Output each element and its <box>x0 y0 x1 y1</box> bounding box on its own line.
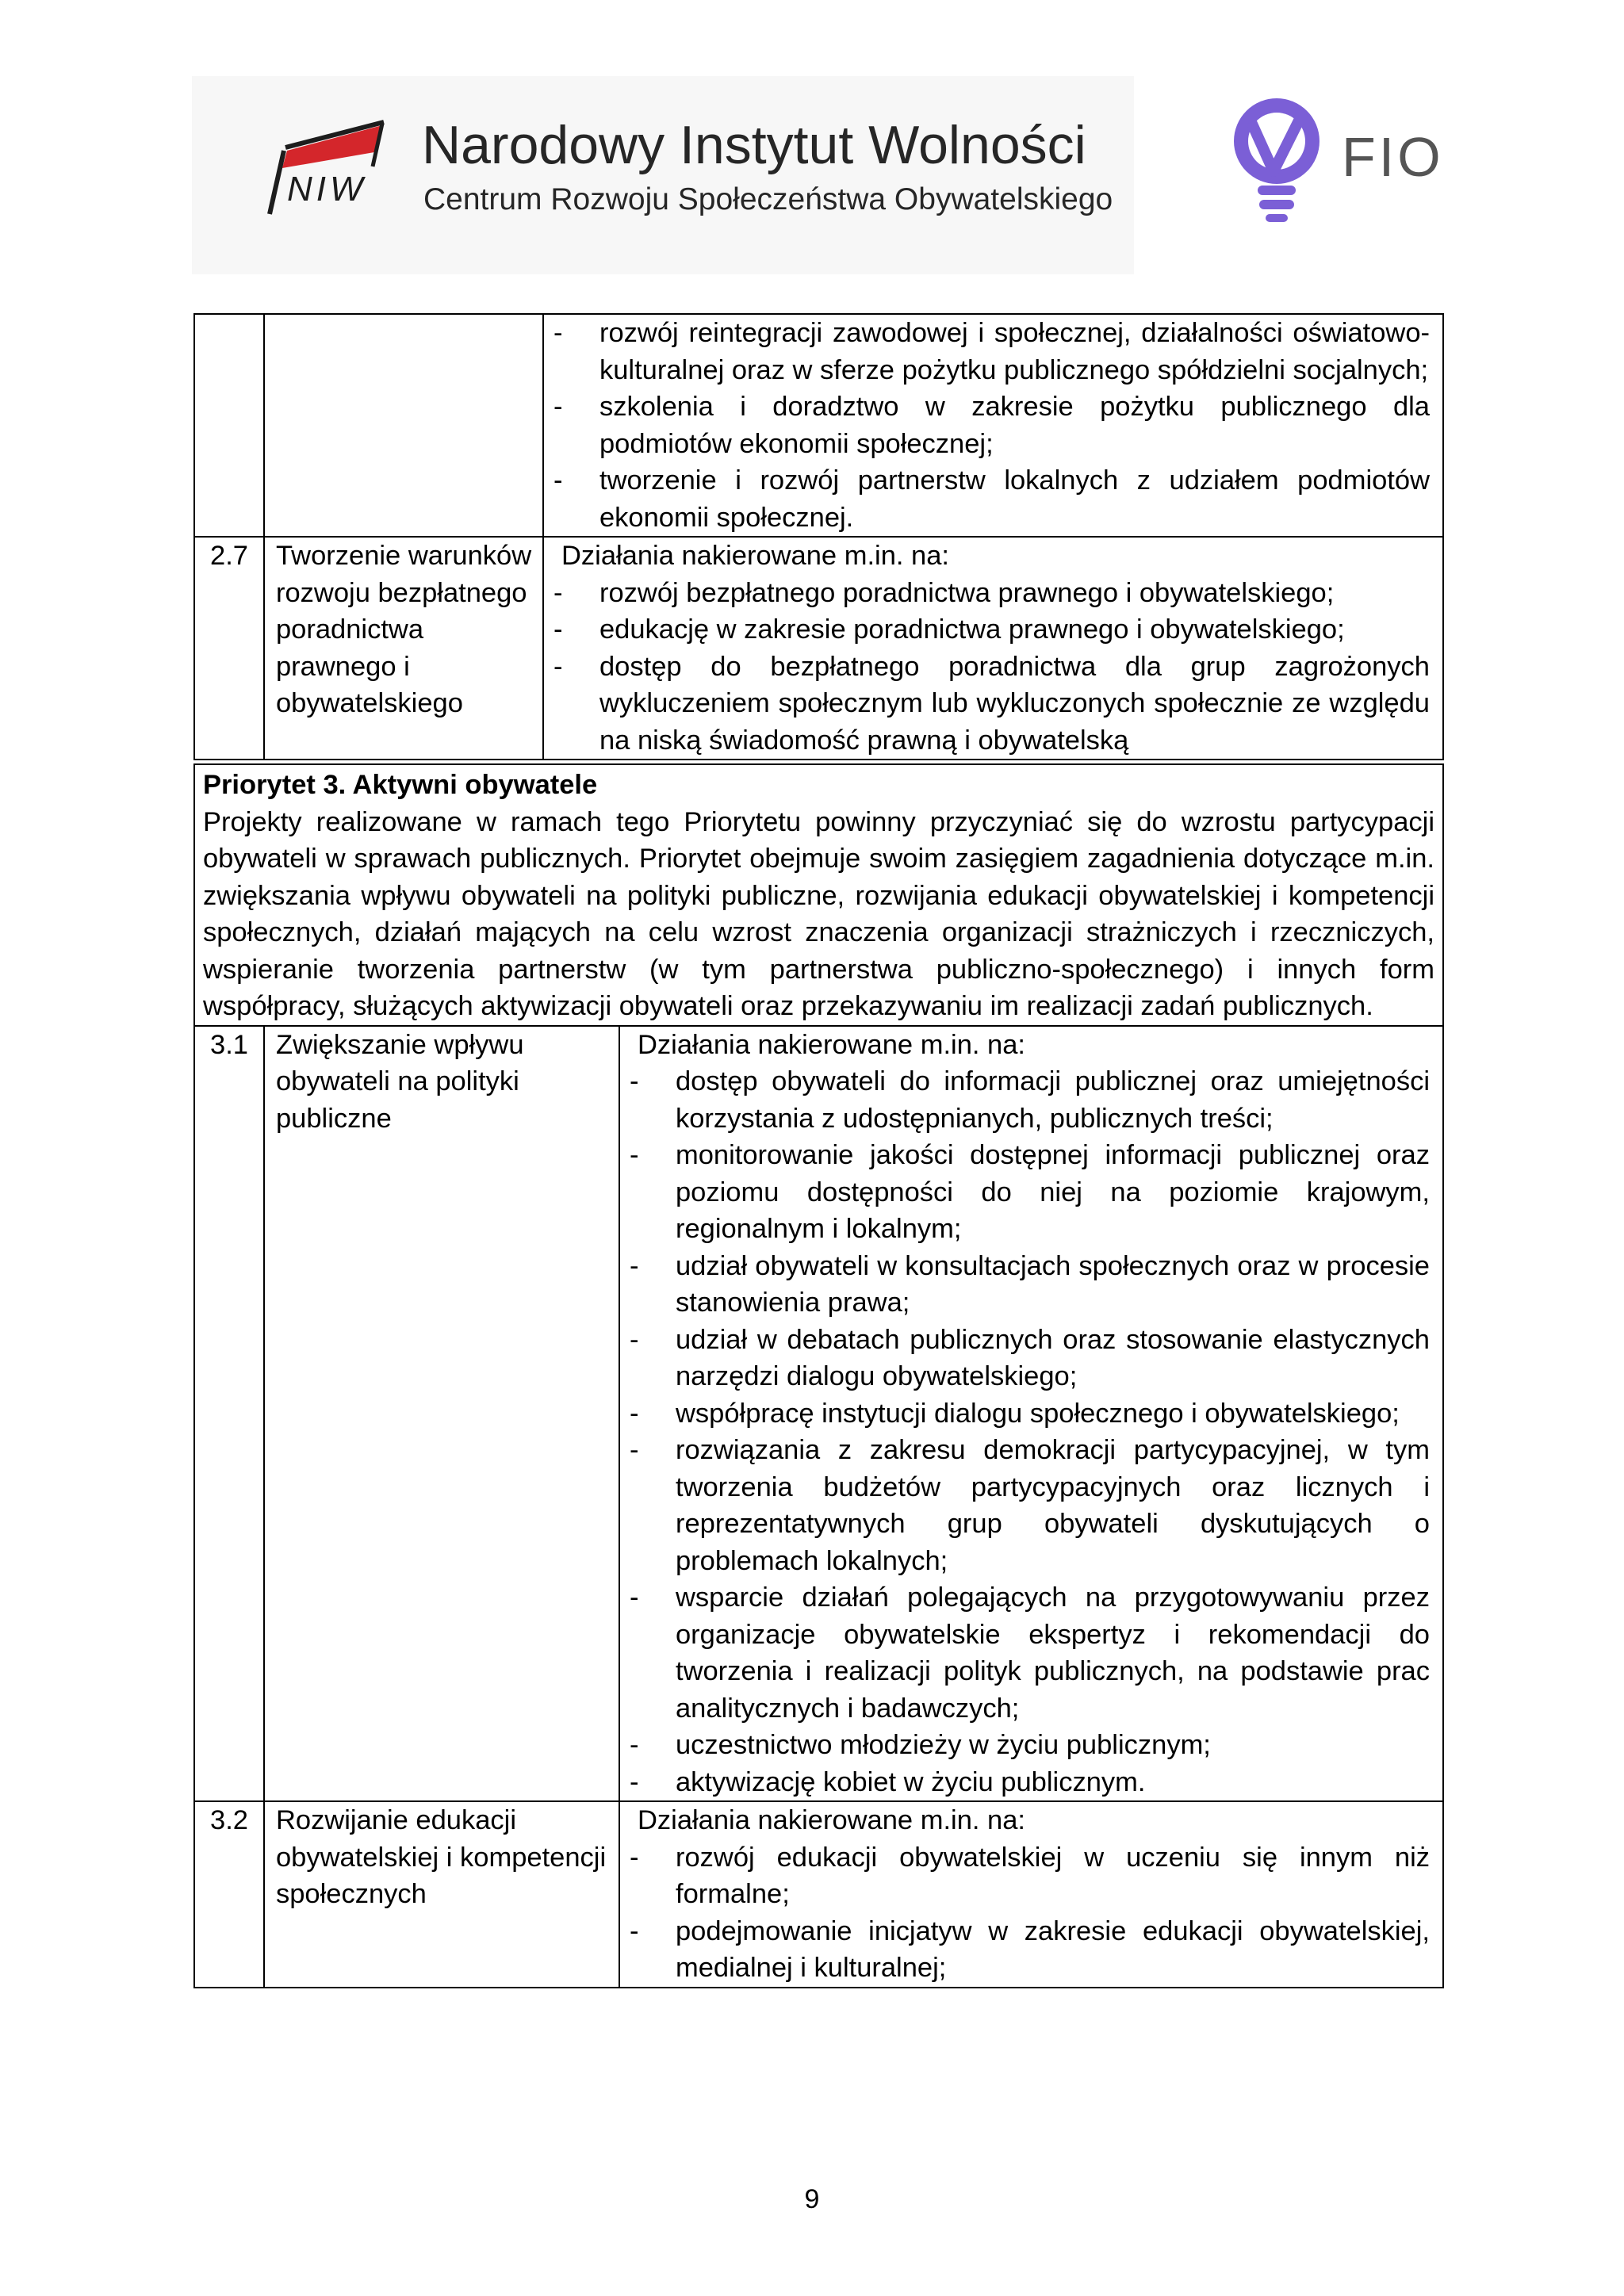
list-item: - rozwój reintegracji zawodowej i społecznej, działalności oświatowo-kulturalnej oraz w sferze pożytku publicznego spółdzielni socjalnych; <box>552 315 1430 388</box>
row-number: 3.1 <box>194 1026 264 1802</box>
row-number: 2.7 <box>194 537 264 760</box>
document-body <box>193 313 1444 1988</box>
priority2-table <box>193 313 1444 760</box>
niw-subtitle: Centrum Rozwoju Społeczeństwa Obywatelskiego <box>423 182 1113 216</box>
list-item: - uczestnictwo młodzieży w życiu publicznym; <box>628 1727 1430 1764</box>
list-item: - podejmowanie inicjatyw w zakresie edukacji obywatelskiej, medialnej i kulturalnej; <box>628 1913 1430 1987</box>
row-name: Tworzenie warunków rozwoju bezpłatnego poradnictwa prawnego i obywatelskiego <box>264 537 543 760</box>
list-item: - współpracę instytucji dialogu społecznego i obywatelskiego; <box>628 1395 1430 1433</box>
actions-intro: Działania nakierowane m.in. na: <box>561 541 950 571</box>
table-row <box>194 1026 1443 1802</box>
actions-cell <box>543 314 1443 537</box>
table-cell <box>264 314 543 537</box>
priority3-table <box>193 1025 1444 1988</box>
list-item: - rozwój bezpłatnego poradnictwa prawnego i obywatelskiego; <box>552 575 1430 612</box>
actions-list <box>628 1063 1430 1800</box>
priority3-description: Projekty realizowane w ramach tego Priorytetu powinny przyczyniać się do wzrostu partycypacji obywateli w sprawach publicznych. Priorytet obejmuje swoim zasięgiem zagadnienia dotyczące m.in. zwiększania wpływu obywateli na polityki publiczne, rozwijania edukacji obywatelskiej i kompetencji społecznych, działań mających na celu wzrost znaczenia organizacji strażniczych i rzeczniczych, wspieranie tworzenia partnerstw (w tym partnerstwa publiczno-społecznego) i innych form współpracy, służących aktywizacji obywateli oraz przekazywaniu im realizacji zadań publicznych. <box>203 806 1434 1021</box>
list-item: - dostęp obywateli do informacji publicznej oraz umiejętności korzystania z udostępnianych, publicznych treści; <box>628 1063 1430 1137</box>
list-item: - monitorowanie jakości dostępnej informacji publicznej oraz poziomu dostępności do niej na poziomie krajowym, regionalnym i lokalnym; <box>628 1137 1430 1248</box>
list-item: - dostęp do bezpłatnego poradnictwa dla grup zagrożonych wykluczeniem społecznym lub wykluczonych społecznie ze względu na niską świadomość prawną i obywatelską <box>552 649 1430 760</box>
list-item: - rozwiązania z zakresu demokracji partycypacyjnej, w tym tworzenia budżetów partycypacyjnych oraz licznych i reprezentatywnych grup obywateli dyskutujących o problemach lokalnych; <box>628 1432 1430 1579</box>
priority3-title: Priorytet 3. Aktywni obywatele <box>203 770 598 800</box>
actions-intro: Działania nakierowane m.in. na: <box>638 1805 1026 1835</box>
actions-cell <box>543 537 1443 760</box>
page-number: 9 <box>804 2184 820 2214</box>
list-item: - wsparcie działań polegających na przygotowywaniu przez organizacje obywatelskie ekspertyz i rekomendacji do tworzenia i realizacji polityk publicznych, na podstawie prac analitycznych i badawczych; <box>628 1579 1430 1727</box>
continuation-list <box>552 315 1430 536</box>
table-row <box>194 537 1443 760</box>
list-item: - rozwój edukacji obywatelskiej w uczeniu się innym niż formalne; <box>628 1839 1430 1913</box>
actions-cell <box>619 1801 1443 1988</box>
niw-logo-letters: NIW <box>287 170 367 209</box>
fio-lightbulb-icon <box>1228 95 1331 226</box>
list-item: - udział w debatach publicznych oraz stosowanie elastycznych narzędzi dialogu obywatelskiego; <box>628 1322 1430 1395</box>
row-number: 3.2 <box>194 1801 264 1988</box>
list-item: - edukację w zakresie poradnictwa prawnego i obywatelskiego; <box>552 611 1430 649</box>
actions-intro: Działania nakierowane m.in. na: <box>638 1029 1026 1060</box>
priority3-block <box>193 765 1444 1025</box>
niw-title: Narodowy Instytut Wolności <box>422 115 1086 175</box>
table-row <box>194 314 1443 537</box>
row-name: Rozwijanie edukacji obywatelskiej i kompetencji społecznych <box>264 1801 619 1988</box>
row-name: Zwiększanie wpływu obywateli na polityki publiczne <box>264 1026 619 1802</box>
priority3-section <box>193 763 1444 1025</box>
logo-banner <box>192 76 1134 274</box>
table-cell <box>194 314 264 537</box>
actions-cell <box>619 1026 1443 1802</box>
fio-label: FIO <box>1342 126 1444 188</box>
list-item: - aktywizację kobiet w życiu publicznym. <box>628 1764 1430 1801</box>
list-item: - szkolenia i doradztwo w zakresie pożytku publicznego dla podmiotów ekonomii społecznej; <box>552 388 1430 462</box>
list-item: - udział obywateli w konsultacjach społecznych oraz w procesie stanowienia prawa; <box>628 1248 1430 1322</box>
list-item: - tworzenie i rozwój partnerstw lokalnych z udziałem podmiotów ekonomii społecznej. <box>552 462 1430 536</box>
actions-list <box>628 1839 1430 1987</box>
actions-list <box>552 575 1430 760</box>
table-row <box>194 1801 1443 1988</box>
